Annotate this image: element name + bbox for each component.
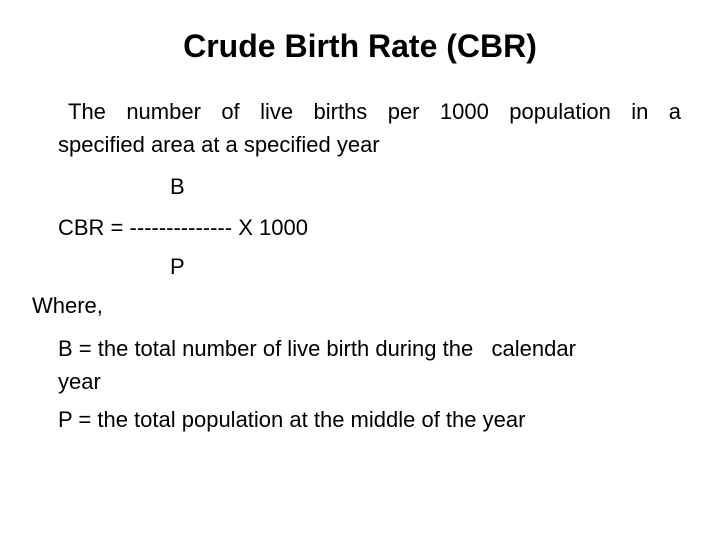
p-explanation: P = the total population at the middle of the year [58, 407, 526, 432]
b-explanation-line-1: B = the total number of live birth during the calendar [58, 336, 576, 361]
formula-denominator: P [170, 254, 185, 279]
b-explanation-line-2: year [58, 369, 101, 394]
definition-line-1: The number of live births per 1000 population in a [68, 99, 681, 124]
definition-line-2: specified area at a specified year [58, 132, 380, 157]
where-label: Where, [32, 293, 103, 318]
slide-title: Crude Birth Rate (CBR) [183, 28, 537, 64]
formula-equation: CBR = -------------- X 1000 [58, 215, 308, 240]
formula-numerator: B [170, 174, 185, 199]
